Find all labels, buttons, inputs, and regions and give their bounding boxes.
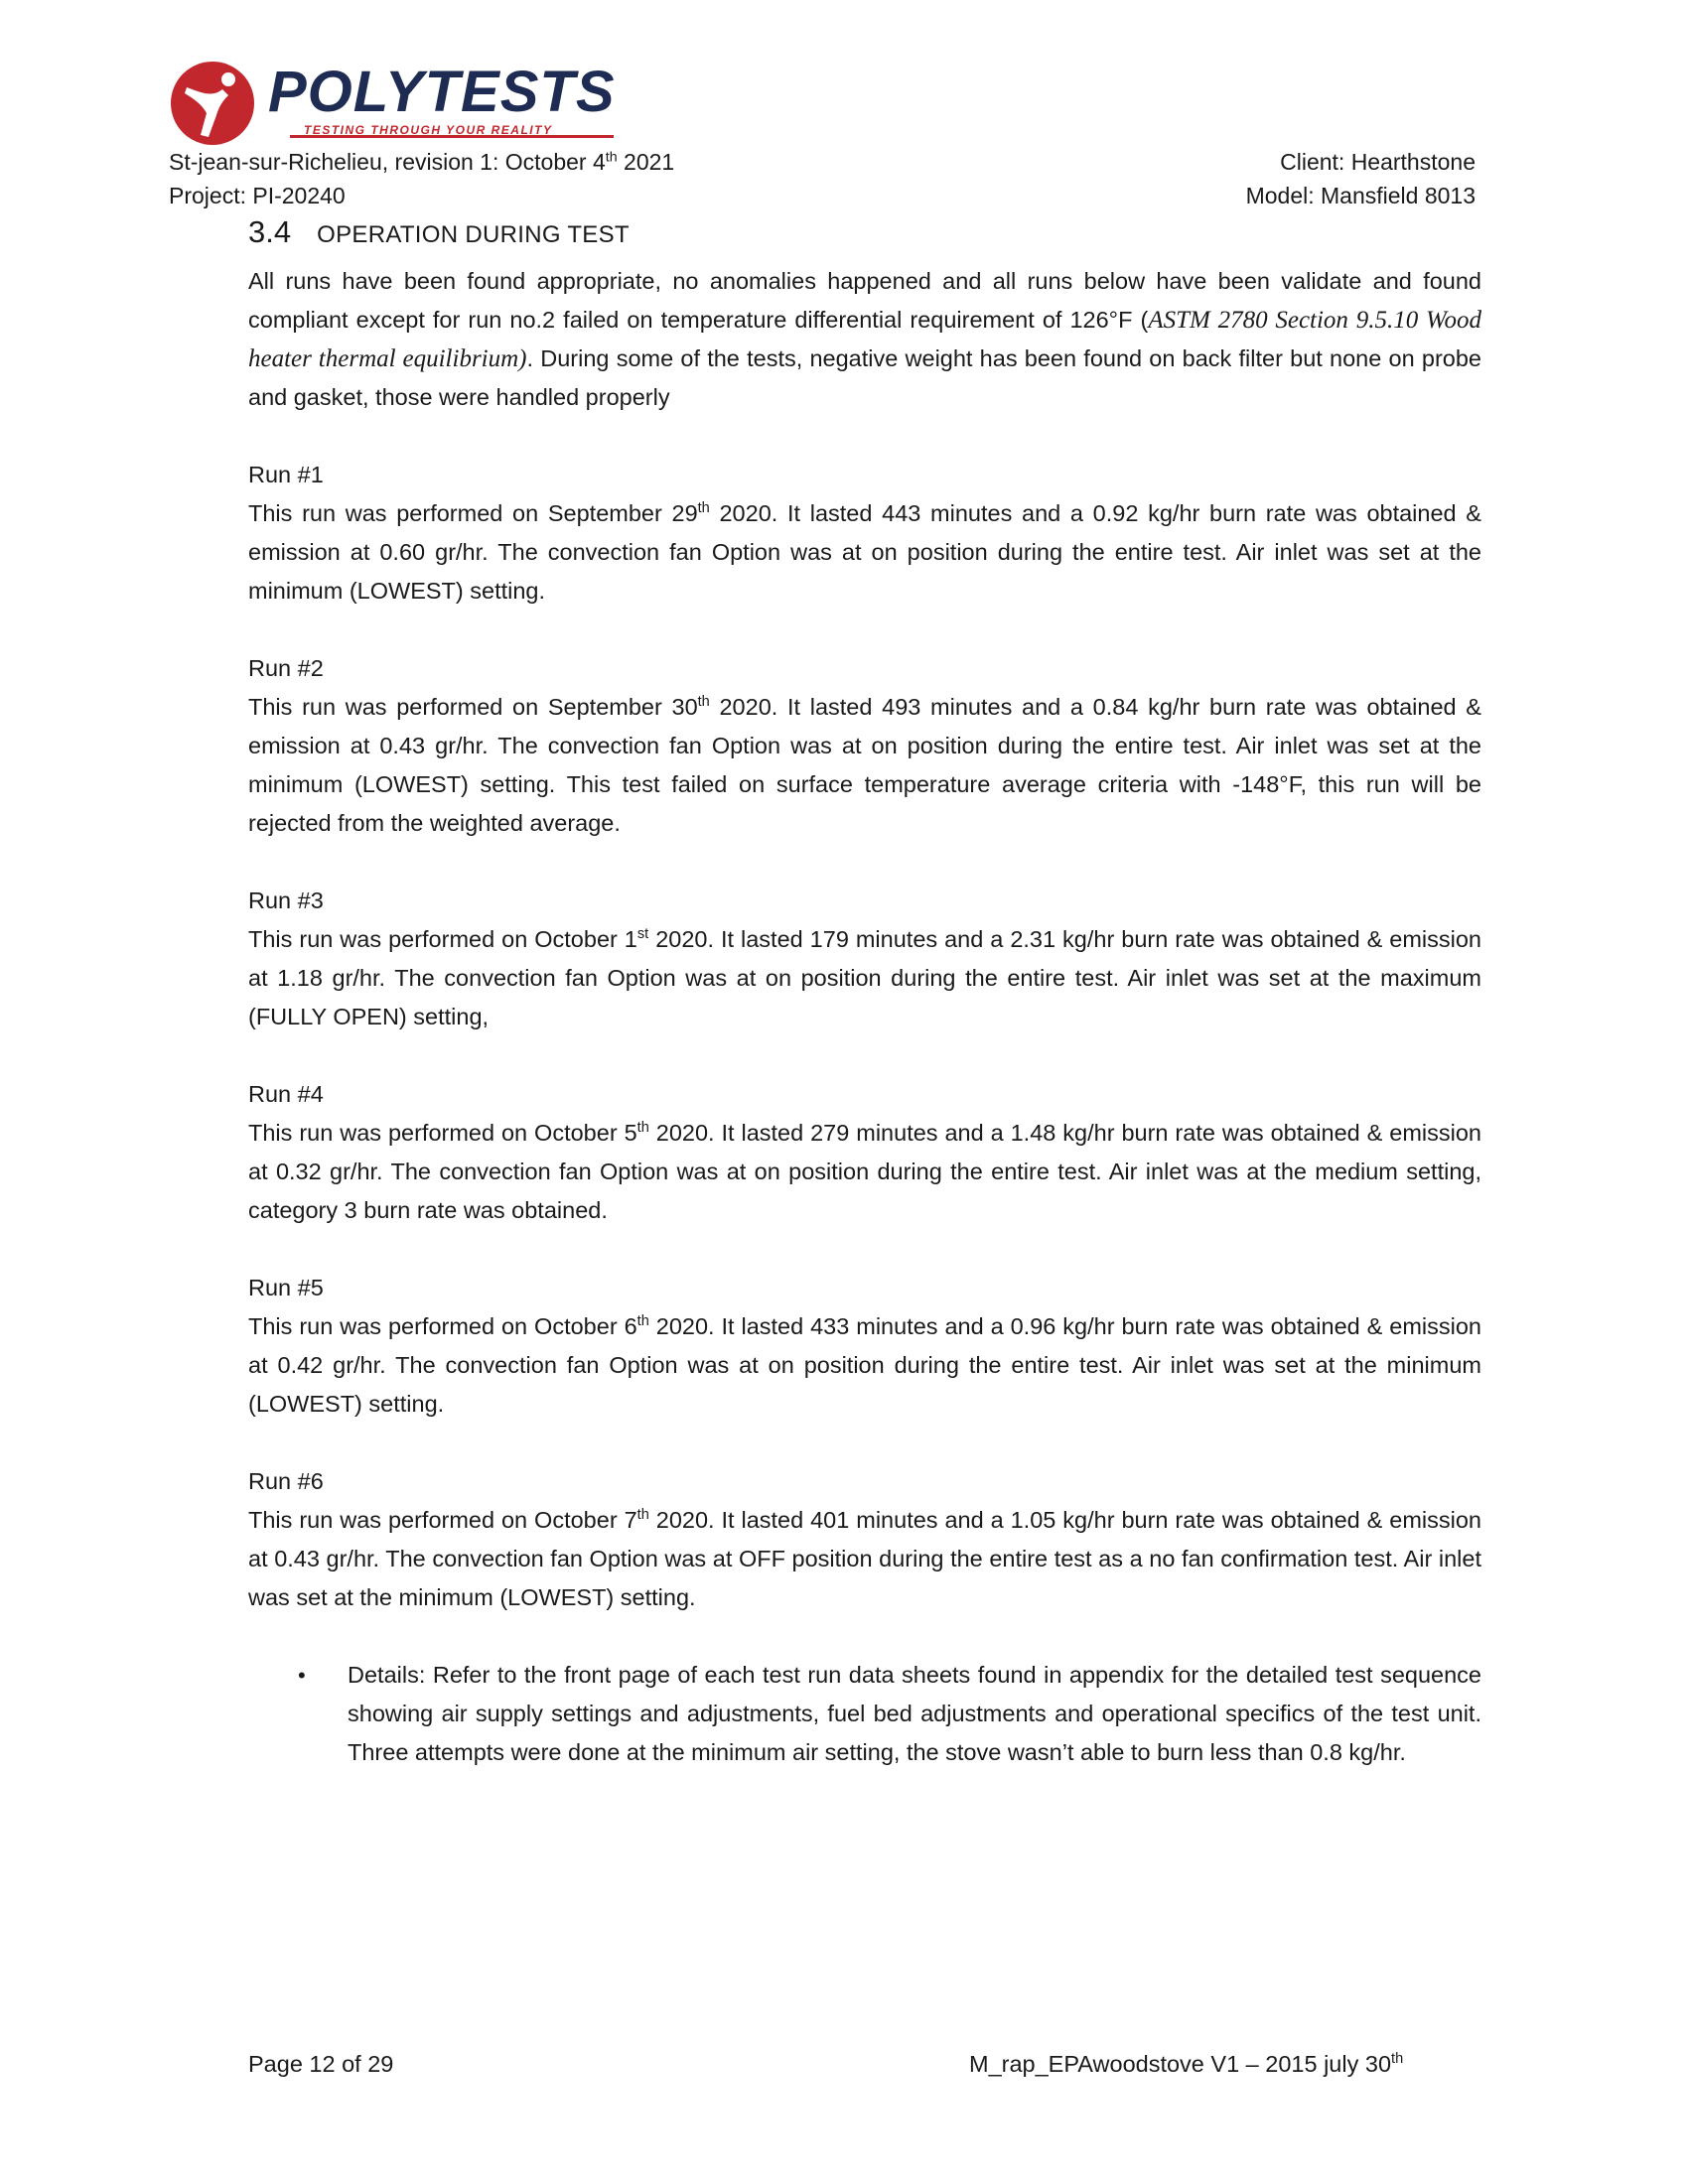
header-client: Client: Hearthstone (1280, 149, 1476, 175)
header-model: Model: Mansfield 8013 (1245, 183, 1476, 208)
section-number: 3.4 (248, 214, 292, 249)
run-heading: Run #3 (248, 887, 324, 913)
section-content (248, 214, 1481, 1772)
run-5 (248, 1269, 1481, 1424)
standard-citation: ASTM 2780 Section 9.5.10 Wood heater thermal equilibrium) (248, 307, 1481, 372)
details-bullet-item (248, 1656, 1481, 1772)
section-title: OPERATION DURING TEST (317, 221, 630, 248)
run-4 (248, 1075, 1481, 1230)
section-heading (248, 214, 1481, 250)
header-location-revision: St-jean-sur-Richelieu, revision 1: October 4th 2021 (169, 149, 675, 175)
logo-wordmark: POLYTESTS (268, 60, 616, 124)
run-3 (248, 882, 1481, 1036)
run-description: This run was performed on October 5th 2020. It lasted 279 minutes and a 1.48 kg/hr burn rate was obtained & emission at 0.32 gr/hr. The convection fan Option was at on position during the entire test. Air inlet was at the medium setting, category 3 burn rate was obtained. (248, 1120, 1482, 1223)
run-description: This run was performed on October 1st 2020. It lasted 179 minutes and a 2.31 kg/hr burn rate was obtained & emission at 1.18 gr/hr. The convection fan Option was at on position during the entire test. Air inlet was set at the maximum (FULLY OPEN) setting, (248, 926, 1481, 1029)
run-heading: Run #4 (248, 1081, 324, 1107)
run-description: This run was performed on September 29th 2020. It lasted 443 minutes and a 0.92 kg/hr burn rate was obtained & emission at 0.60 gr/hr. The convection fan Option was at on position during the entire test. Air inlet was set at the minimum (LOWEST) setting. (248, 500, 1481, 604)
header-project: Project: PI-20240 (169, 183, 346, 208)
run-heading: Run #1 (248, 462, 324, 487)
polytests-figure-icon (169, 58, 260, 149)
run-1 (248, 456, 1481, 611)
run-description: This run was performed on September 30th 2020. It lasted 493 minutes and a 0.84 kg/hr burn rate was obtained & emission at 0.43 gr/hr. The convection fan Option was at on position during the entire test. Air inlet was set at the minimum (LOWEST) setting. This test failed on surface temperature average criteria with -148°F, this run will be rejected from the weighted average. (248, 694, 1481, 836)
bullet-icon: • (298, 1663, 306, 1688)
footer-page-number: Page 12 of 29 (248, 2051, 394, 2077)
footer-document-id: M_rap_EPAwoodstove V1 – 2015 july 30th (969, 2051, 1404, 2077)
logo-tagline: TESTING THROUGH YOUR REALITY (304, 123, 553, 137)
details-text: Details: Refer to the front page of each test run data sheets found in appendix for the detailed test sequence showing air supply settings and adjustments, fuel bed adjustments and operational specifics of the test unit. Three attempts were done at the minimum air setting, the stove wasn’t able to burn less than 0.8 kg/hr. (348, 1662, 1481, 1765)
run-heading: Run #5 (248, 1275, 324, 1300)
run-2 (248, 649, 1481, 843)
run-heading: Run #6 (248, 1468, 324, 1494)
polytests-logo (169, 58, 626, 149)
run-description: This run was performed on October 6th 2020. It lasted 433 minutes and a 0.96 kg/hr burn rate was obtained & emission at 0.42 gr/hr. The convection fan Option was at on position during the entire test. Air inlet was set at the minimum (LOWEST) setting. (248, 1313, 1482, 1417)
section-intro-paragraph: All runs have been found appropriate, no anomalies happened and all runs below have been validate and found compliant except for run no.2 failed on temperature differential requirement of 126°F (ASTM 2780 Section 9.5.10 Wood heater thermal equilibrium). During some of the tests, negative weight has been found on back filter but none on probe and gasket, those were handled properly (248, 268, 1481, 410)
run-description: This run was performed on October 7th 2020. It lasted 401 minutes and a 1.05 kg/hr burn rate was obtained & emission at 0.43 gr/hr. The convection fan Option was at OFF position during the entire test as a no fan confirmation test. Air inlet was set at the minimum (LOWEST) setting. (248, 1507, 1482, 1610)
run-heading: Run #2 (248, 655, 324, 681)
run-6 (248, 1462, 1481, 1617)
